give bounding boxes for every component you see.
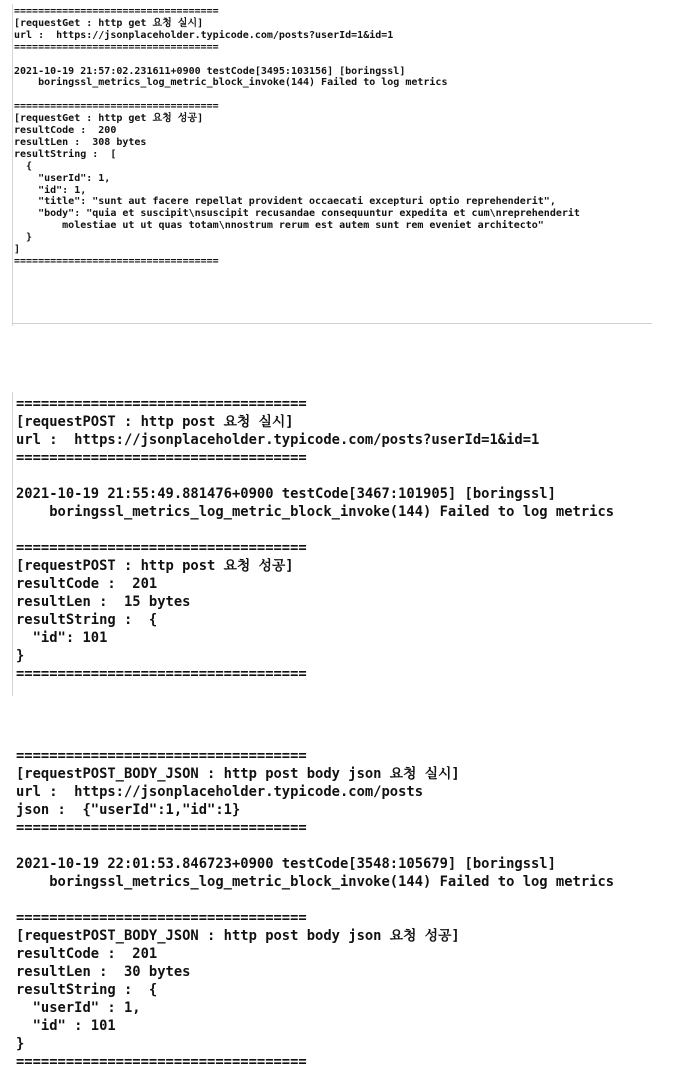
console-log-post-body-json bbox=[16, 747, 680, 1082]
log-line: molestiae ut ut quas totam\nnostrum rerum est autem sunt rem eveniet architecto" bbox=[14, 220, 544, 232]
log-line: url : https://jsonplaceholder.typicode.com/posts bbox=[16, 784, 424, 800]
console-log-post bbox=[16, 395, 680, 695]
blank-line bbox=[16, 467, 680, 485]
log-line: [requestGet : http get 요청 성공] bbox=[14, 113, 204, 125]
separator-line: =================================== bbox=[16, 540, 307, 556]
log-line: "id" : 101 bbox=[16, 1018, 116, 1034]
log-line: url : https://jsonplaceholder.typicode.com/posts?userId=1&id=1 bbox=[14, 29, 394, 41]
console-left-border bbox=[12, 4, 13, 326]
separator-line: =================================== bbox=[16, 820, 307, 836]
separator-line: =================================== bbox=[16, 450, 307, 466]
blank-line bbox=[14, 89, 678, 101]
blank-line bbox=[16, 891, 680, 909]
log-line: 2021-10-19 22:01:53.846723+0900 testCode[3548:105679] [boringssl] bbox=[16, 856, 556, 872]
log-line: resultLen : 30 bytes bbox=[16, 964, 191, 980]
separator-line: =================================== bbox=[16, 396, 307, 412]
separator-line: =================================== bbox=[16, 748, 307, 764]
log-line: [requestGet : http get 요청 실시] bbox=[14, 17, 204, 29]
log-line: "id": 101 bbox=[16, 630, 108, 646]
log-line: resultLen : 15 bytes bbox=[16, 594, 191, 610]
log-line: 2021-10-19 21:55:49.881476+0900 testCode[3467:101905] [boringssl] bbox=[16, 486, 556, 502]
log-line: resultLen : 308 bytes bbox=[14, 136, 147, 148]
log-line: resultString : { bbox=[16, 612, 158, 628]
log-line: [requestPOST_BODY_JSON : http post body json 요청 성공] bbox=[16, 928, 460, 944]
log-line: boringssl_metrics_log_metric_block_invoke(144) Failed to log metrics bbox=[16, 874, 615, 890]
log-line: boringssl_metrics_log_metric_block_invoke(144) Failed to log metrics bbox=[14, 77, 448, 89]
log-line: resultCode : 201 bbox=[16, 576, 158, 592]
log-line: 2021-10-19 21:57:02.231611+0900 testCode[3495:103156] [boringssl] bbox=[14, 65, 406, 77]
log-line: "id": 1, bbox=[14, 184, 87, 196]
log-line: "title": "sunt aut facere repellat provident occaecati excepturi optio reprehenderit", bbox=[14, 196, 556, 208]
log-line: [requestPOST : http post 요청 성공] bbox=[16, 558, 294, 574]
log-line: { bbox=[14, 160, 33, 172]
separator-line: =================================== bbox=[16, 666, 307, 682]
console-log-get bbox=[14, 6, 678, 324]
log-line: [requestPOST : http post 요청 실시] bbox=[16, 414, 294, 430]
log-line: } bbox=[14, 232, 33, 244]
log-line: resultCode : 201 bbox=[16, 946, 158, 962]
log-line: [requestPOST_BODY_JSON : http post body json 요청 실시] bbox=[16, 766, 460, 782]
log-line: json : {"userId":1,"id":1} bbox=[16, 802, 241, 818]
log-line: resultString : [ bbox=[14, 148, 117, 160]
separator-line: =================================== bbox=[16, 1054, 307, 1070]
log-line: boringssl_metrics_log_metric_block_invoke(144) Failed to log metrics bbox=[16, 504, 615, 520]
separator-line: =================================== bbox=[16, 910, 307, 926]
log-line: "userId" : 1, bbox=[16, 1000, 141, 1016]
log-line: } bbox=[16, 1036, 25, 1052]
log-line: resultString : { bbox=[16, 982, 158, 998]
separator-line: ================================== bbox=[14, 41, 219, 53]
log-line: url : https://jsonplaceholder.typicode.com/posts?userId=1&id=1 bbox=[16, 432, 540, 448]
log-line: "userId": 1, bbox=[14, 172, 111, 184]
separator-line: ================================== bbox=[14, 101, 219, 113]
log-line: } bbox=[16, 648, 25, 664]
separator-line: ================================== bbox=[14, 256, 219, 267]
log-line: resultCode : 200 bbox=[14, 125, 117, 137]
log-line: "body": "quia et suscipit\nsuscipit recusandae consequuntur expedita et cum\nreprehenderit bbox=[14, 208, 580, 220]
blank-line bbox=[16, 837, 680, 855]
console-left-border bbox=[12, 392, 13, 696]
blank-line bbox=[16, 521, 680, 539]
log-line: ] bbox=[14, 244, 21, 256]
separator-line: ================================== bbox=[14, 6, 219, 17]
blank-line bbox=[14, 54, 678, 66]
